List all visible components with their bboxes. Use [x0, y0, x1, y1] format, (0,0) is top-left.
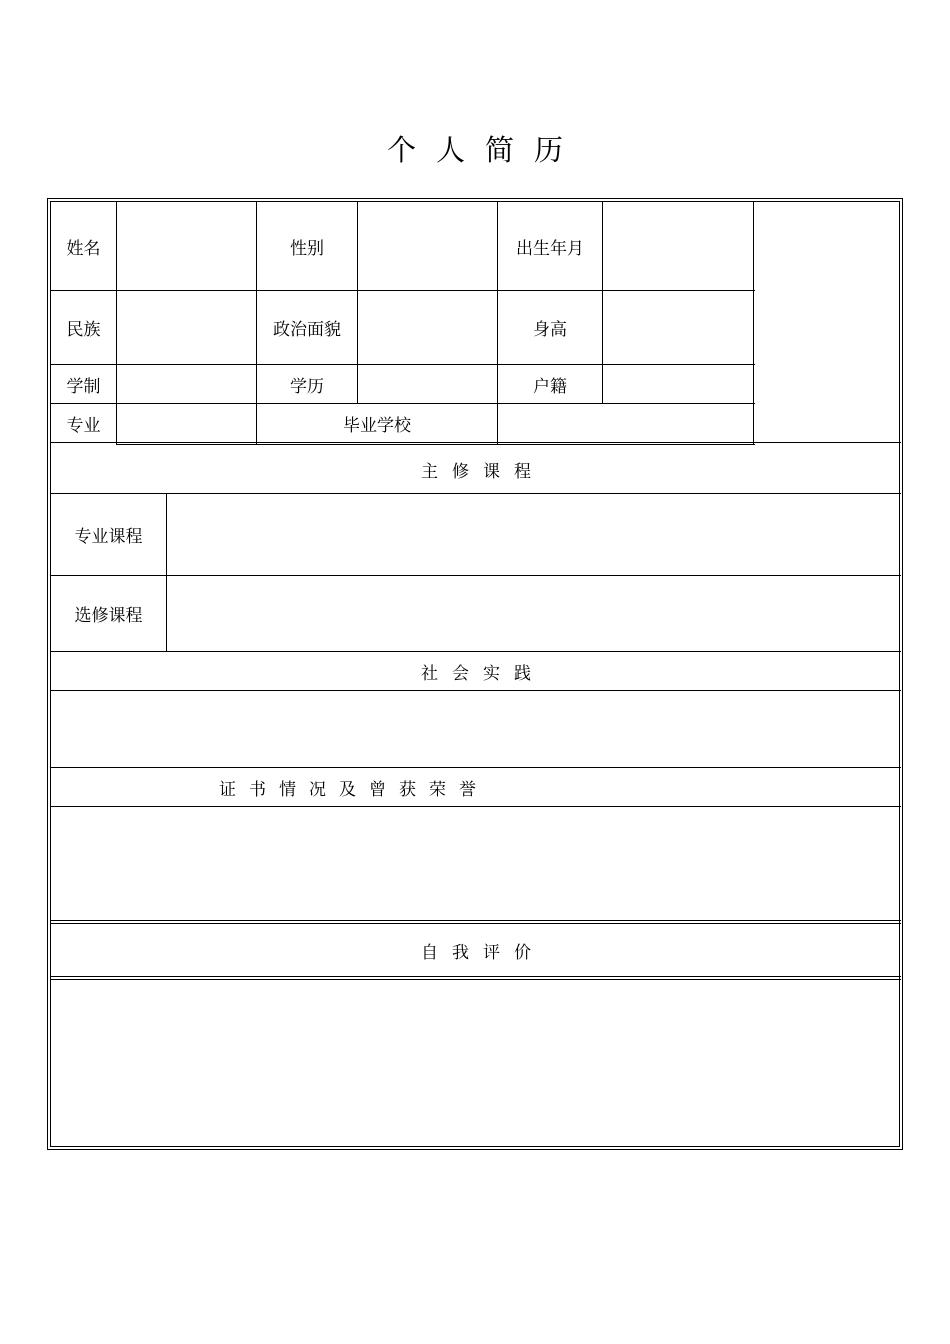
- major-label: 专业: [66, 415, 101, 436]
- form-inner-border: [50, 201, 900, 1147]
- self-evaluation-field[interactable]: [51, 980, 901, 1144]
- photo-area[interactable]: [754, 202, 901, 442]
- height-label: 身高: [533, 320, 567, 340]
- page-title: 个人简历: [386, 133, 583, 167]
- gender-label: 性别: [290, 238, 324, 259]
- political-label: 政治面貌: [273, 320, 341, 340]
- birth-field[interactable]: [603, 202, 753, 290]
- major-courses-field[interactable]: [167, 494, 901, 575]
- gender-field[interactable]: [358, 202, 497, 290]
- self-evaluation-heading: 自我评价: [421, 942, 545, 963]
- practice-field[interactable]: [51, 691, 901, 767]
- certificates-heading: 证书情况及曾获荣誉: [219, 779, 489, 800]
- elective-courses-field[interactable]: [167, 576, 901, 651]
- name-label: 姓名: [66, 238, 101, 259]
- certificates-field[interactable]: [51, 807, 901, 920]
- name-field[interactable]: [117, 202, 256, 290]
- height-field[interactable]: [603, 291, 753, 364]
- ethnicity-field[interactable]: [117, 291, 256, 364]
- schooling-field[interactable]: [117, 365, 256, 403]
- school-label: 毕业学校: [343, 415, 411, 436]
- major-field[interactable]: [117, 404, 256, 442]
- school-field[interactable]: [498, 404, 753, 442]
- hukou-field[interactable]: [603, 365, 753, 403]
- political-field[interactable]: [358, 291, 497, 364]
- ethnicity-label: 民族: [66, 320, 101, 340]
- elective-courses-label: 选修课程: [74, 606, 143, 626]
- schooling-label: 学制: [66, 376, 101, 397]
- education-label: 学历: [290, 376, 324, 397]
- resume-form: [47, 198, 903, 1150]
- birth-label: 出生年月: [516, 238, 584, 259]
- major-courses-label: 专业课程: [74, 527, 143, 547]
- courses-heading: 主修课程: [421, 461, 545, 482]
- education-field[interactable]: [358, 365, 497, 403]
- practice-heading: 社会实践: [421, 663, 545, 684]
- hukou-label: 户籍: [533, 376, 567, 397]
